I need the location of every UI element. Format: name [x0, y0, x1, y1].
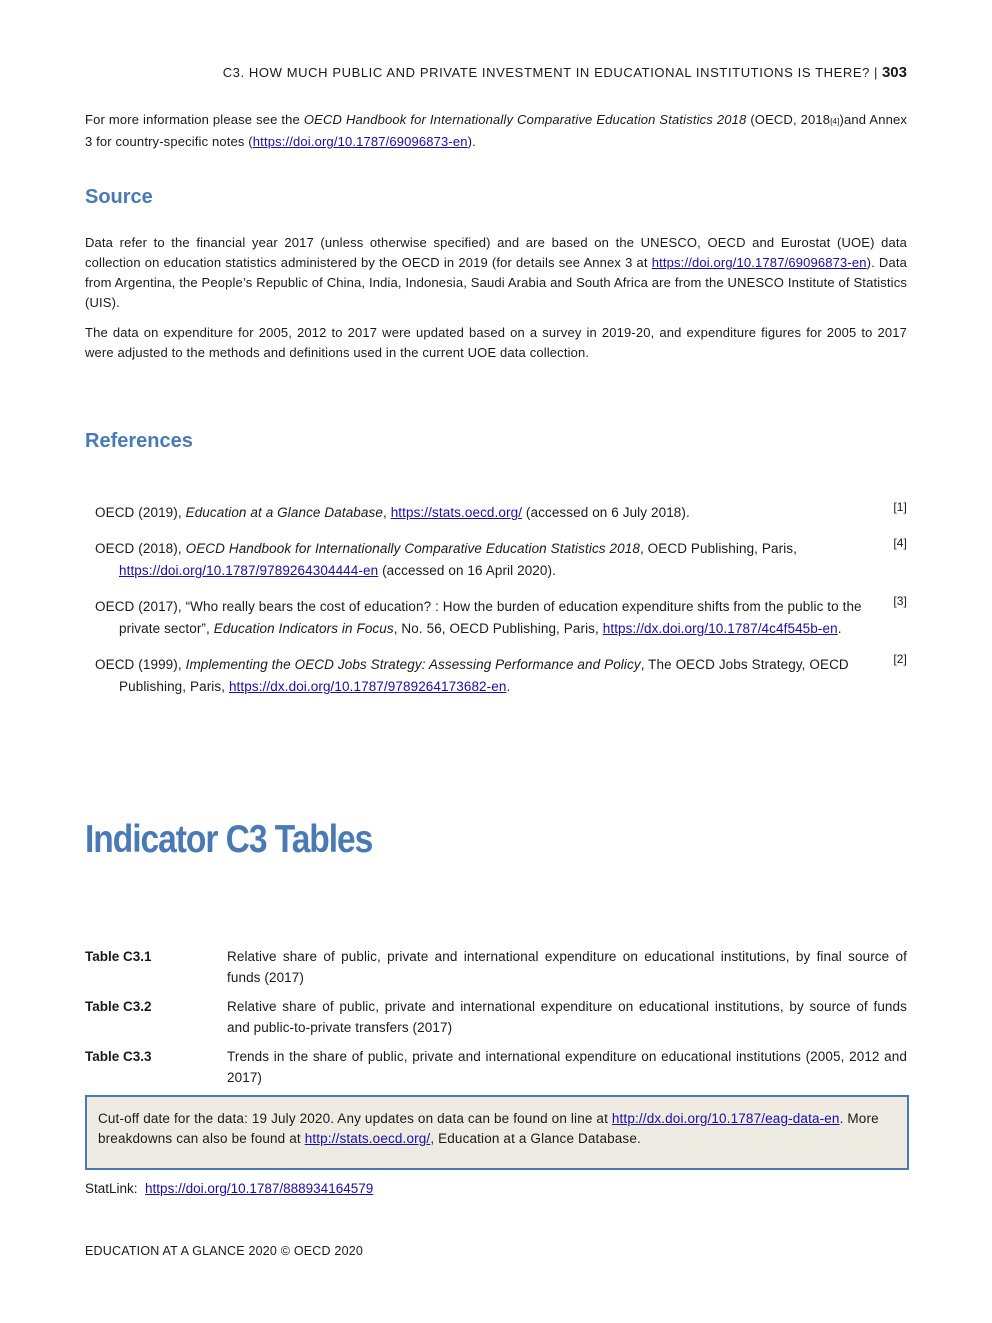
running-title: C3. HOW MUCH PUBLIC AND PRIVATE INVESTMENT IN EDUCATIONAL INSTITUTIONS IS THERE?	[222, 65, 870, 80]
cutoff-text: , Education at a Glance Database.	[430, 1131, 641, 1146]
reference-text: OECD (2019),	[95, 505, 186, 520]
table-label: Table C3.2	[85, 999, 152, 1014]
cutoff-text: Cut-off date for the data: 19 July 2020. Any updates on data can be found on line at	[98, 1111, 612, 1126]
source-text: ). Data from Argentina, the People’s Republic of China, India, Indonesia, Saudi Arabia and South Africa are from the UNESCO Institute of Statistics (UIS).	[85, 255, 907, 310]
table-entry	[85, 1046, 907, 1088]
table-label: Table C3.3	[85, 1049, 152, 1064]
reference-text: OECD (1999),	[95, 657, 186, 672]
reference-text: (accessed on 16 April 2020).	[378, 563, 556, 578]
reference-title: OECD Handbook for Internationally Comparative Education Statistics 2018	[185, 541, 640, 556]
reference-text: OECD (2018),	[95, 541, 186, 556]
references-list	[95, 502, 907, 712]
annex-link[interactable]: https://doi.org/10.1787/69096873-en	[252, 134, 468, 149]
intro-text: For more information please see the	[85, 112, 304, 127]
source-paragraph-1	[85, 233, 907, 313]
intro-paragraph	[85, 110, 907, 152]
reference-title: Education Indicators in Focus	[213, 621, 394, 636]
stats-oecd-link[interactable]: http://stats.oecd.org/	[304, 1131, 431, 1146]
reference-link[interactable]: https://dx.doi.org/10.1787/9789264173682-en	[228, 679, 507, 694]
reference-title: Implementing the OECD Jobs Strategy: Assessing Performance and Policy	[185, 657, 641, 672]
cutoff-notice-box	[85, 1095, 909, 1170]
table-description: Relative share of public, private and international expenditure on educational institutions, by source of funds and public-to-private transfers (2017)	[227, 999, 907, 1035]
source-text: Data refer to the financial year 2017 (unless otherwise specified) and are based on the UNESCO, OECD and Eurostat (UOE) data collection on education statistics administered by the OECD in 2019 (for details see Annex 3 at	[85, 235, 907, 270]
indicator-tables-heading: Indicator C3 Tables	[85, 818, 373, 861]
intro-text: ).	[467, 134, 476, 149]
reference-number: [2]	[893, 652, 907, 666]
intro-text: (OECD, 2018	[746, 112, 831, 127]
reference-text: , The OECD Jobs Strategy, OECD Publishing, Paris,	[119, 657, 849, 694]
cutoff-text: . More breakdowns can also be found at	[98, 1111, 879, 1146]
reference-item	[95, 654, 907, 698]
reference-text: .	[506, 679, 511, 694]
reference-text: , OECD Publishing, Paris,	[639, 541, 797, 556]
statlink-url[interactable]: https://doi.org/10.1787/888934164579	[145, 1181, 374, 1196]
source-section	[85, 233, 907, 363]
intro-handbook-title: OECD Handbook for Internationally Comparative Education Statistics 2018	[303, 112, 747, 127]
table-entry	[85, 946, 907, 988]
page-number: 303	[881, 64, 907, 81]
reference-link[interactable]: https://stats.oecd.org/	[390, 505, 523, 520]
intro-text: )and Annex 3 for country-specific notes (	[85, 112, 907, 149]
reference-item	[95, 502, 907, 524]
reference-text: OECD (2017), “Who really bears the cost of education? : How the burden of education expenditure shifts from the public to the private sector”,	[95, 599, 862, 636]
table-description: Relative share of public, private and international expenditure on educational institutions, by final source of funds (2017)	[227, 949, 907, 985]
reference-text: (accessed on 6 July 2018).	[522, 505, 690, 520]
reference-text: .	[837, 621, 842, 636]
source-heading: Source	[85, 186, 153, 208]
reference-number: [4]	[893, 536, 907, 550]
reference-item	[95, 538, 907, 582]
running-header	[223, 64, 907, 81]
source-paragraph-2: The data on expenditure for 2005, 2012 to 2017 were updated based on a survey in 2019-20, and expenditure figures for 2005 to 2017 were adjusted to the methods and definitions used in the current UOE data collection.	[85, 325, 907, 360]
reference-number: [3]	[893, 594, 907, 608]
reference-link[interactable]: https://dx.doi.org/10.1787/4c4f545b-en	[602, 621, 838, 636]
source-annex-link[interactable]: https://doi.org/10.1787/69096873-en	[651, 255, 867, 270]
table-label: Table C3.1	[85, 949, 152, 964]
intro-citation: [4]	[830, 117, 840, 126]
references-heading: References	[85, 430, 193, 452]
reference-item	[95, 596, 907, 640]
header-separator: |	[873, 65, 878, 80]
reference-text: ,	[382, 505, 391, 520]
statlink-label: StatLink:	[85, 1181, 138, 1196]
reference-number: [1]	[893, 500, 907, 514]
table-description: Trends in the share of public, private and international expenditure on educational institutions (2005, 2012 and 2017)	[227, 1049, 907, 1085]
reference-title: Education at a Glance Database	[185, 505, 383, 520]
reference-text: , No. 56, OECD Publishing, Paris,	[393, 621, 603, 636]
reference-link[interactable]: https://doi.org/10.1787/9789264304444-en	[119, 563, 379, 578]
eag-data-link[interactable]: http://dx.doi.org/10.1787/eag-data-en	[611, 1111, 840, 1126]
page-footer: EDUCATION AT A GLANCE 2020 © OECD 2020	[85, 1244, 364, 1258]
statlink	[85, 1181, 373, 1196]
table-entry	[85, 996, 907, 1038]
